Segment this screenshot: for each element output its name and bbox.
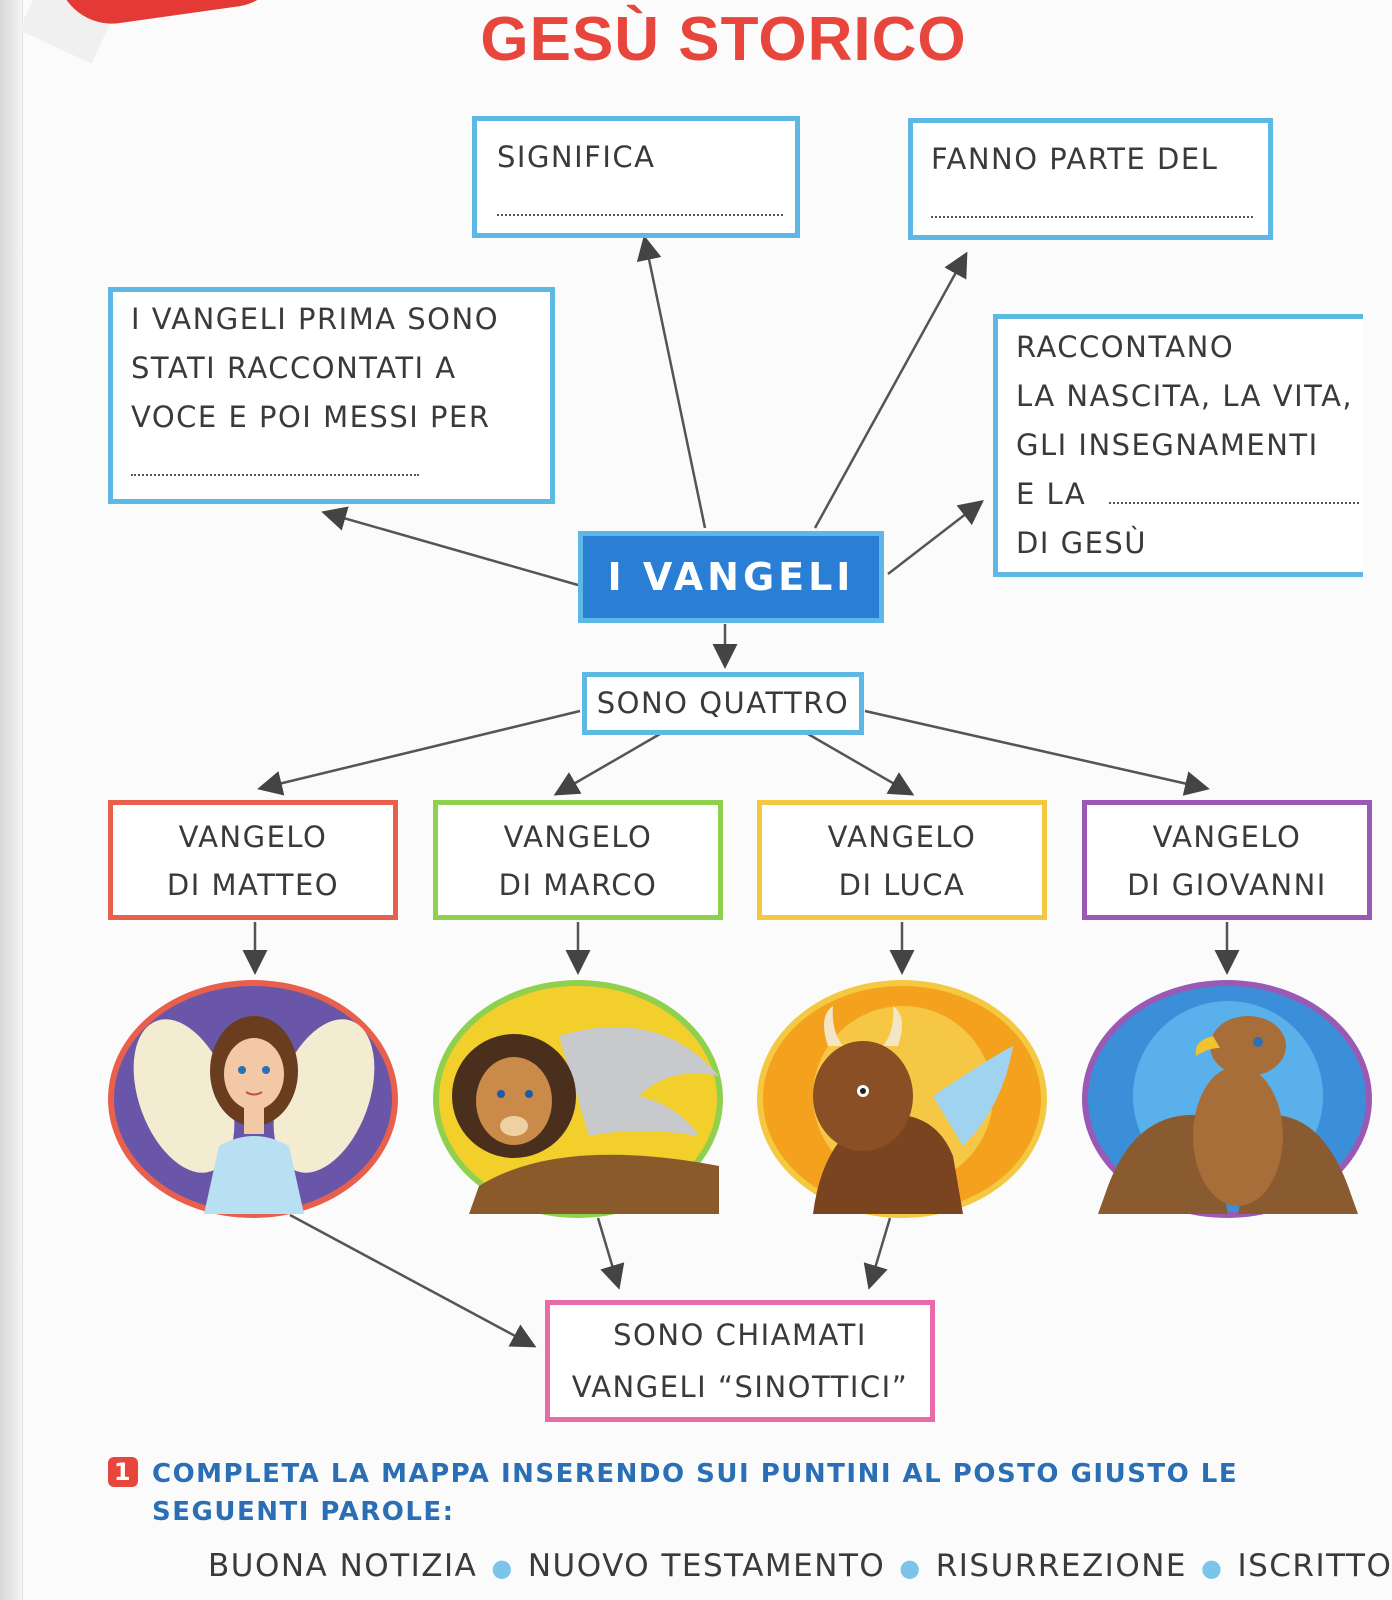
arrow-marco-synoptic [598,1218,618,1285]
gospel-line-1: VANGELO [503,820,653,854]
winged-lion-icon [433,980,723,1218]
center-node: I VANGELI [578,531,884,623]
synoptic-line-1: SONO CHIAMATI [613,1318,867,1352]
arrow-to-prima [326,513,578,585]
arrow-luca-synoptic [870,1218,890,1285]
raccontano-line-2: LA NASCITA, LA VITA, [1016,379,1354,413]
winged-ox-icon [757,980,1047,1218]
gospel-box-luca [757,800,1047,920]
word-bank [208,1548,1392,1584]
arrow-matteo-synoptic [290,1215,532,1345]
gospel-line-1: VANGELO [178,820,328,854]
bullet-icon: ● [1201,1554,1224,1582]
arrow-to-luca [808,734,910,793]
angel-icon [108,980,398,1218]
arrow-to-giovanni [865,711,1205,788]
arrow-to-marco [558,734,660,793]
word-item[interactable]: BUONA NOTIZIA [208,1548,478,1584]
gospel-box-giovanni [1082,800,1372,920]
exercise-text: COMPLETA LA MAPPA INSERENDO SUI PUNTINI AL POSTO GIUSTO LE SEGUENTI PAROLE: [152,1459,1239,1527]
significa-box [472,116,800,238]
prima-line-3: VOCE E POI MESSI PER [131,400,491,434]
arrow-to-significa [645,240,705,528]
exercise-instruction [108,1455,1308,1531]
prima-box [108,287,555,504]
sono-quattro-label: SONO QUATTRO [596,686,850,720]
fanno-parte-label: FANNO PARTE DEL [931,142,1219,176]
gospel-line-1: VANGELO [827,820,977,854]
bullet-icon: ● [899,1554,922,1582]
word-item[interactable]: NUOVO TESTAMENTO [527,1548,886,1584]
raccontano-line-5: DI GESÙ [1016,526,1148,560]
fill-in-blank[interactable] [497,214,783,216]
gospel-line-2: DI MARCO [498,868,658,902]
sono-quattro-box [582,672,864,735]
arrow-to-matteo [262,711,580,788]
arrow-to-raccontano [888,503,980,574]
gospel-box-matteo [108,800,398,920]
fanno-parte-box [908,118,1273,240]
significa-label: SIGNIFICA [497,140,656,174]
arrow-to-fanno-parte [815,256,965,528]
fill-in-blank[interactable] [1109,502,1359,504]
fill-in-blank[interactable] [931,216,1253,218]
eagle-icon [1082,980,1372,1218]
fill-in-blank[interactable] [131,474,419,476]
synoptic-box [545,1300,935,1422]
bullet-icon: ● [491,1554,514,1582]
word-item[interactable]: RISURREZIONE [935,1548,1188,1584]
prima-line-1: I VANGELI PRIMA SONO [131,302,500,336]
exercise-number: 1 [108,1457,138,1487]
page-title: GESÙ STORICO [480,5,967,74]
gospel-line-2: DI MATTEO [166,868,340,902]
word-item[interactable]: ISCRITTO [1237,1548,1392,1584]
raccontano-box [993,314,1363,577]
gospel-line-2: DI GIOVANNI [1127,868,1327,902]
raccontano-line-1: RACCONTANO [1016,330,1235,364]
gospel-line-2: DI LUCA [838,868,966,902]
synoptic-line-2: VANGELI “SINOTTICI” [571,1370,909,1404]
raccontano-line-4: E LA [1016,477,1087,511]
raccontano-line-3: GLI INSEGNAMENTI [1016,428,1319,462]
prima-line-2: STATI RACCONTATI A [131,351,457,385]
gospel-box-marco [433,800,723,920]
gospel-line-1: VANGELO [1152,820,1302,854]
